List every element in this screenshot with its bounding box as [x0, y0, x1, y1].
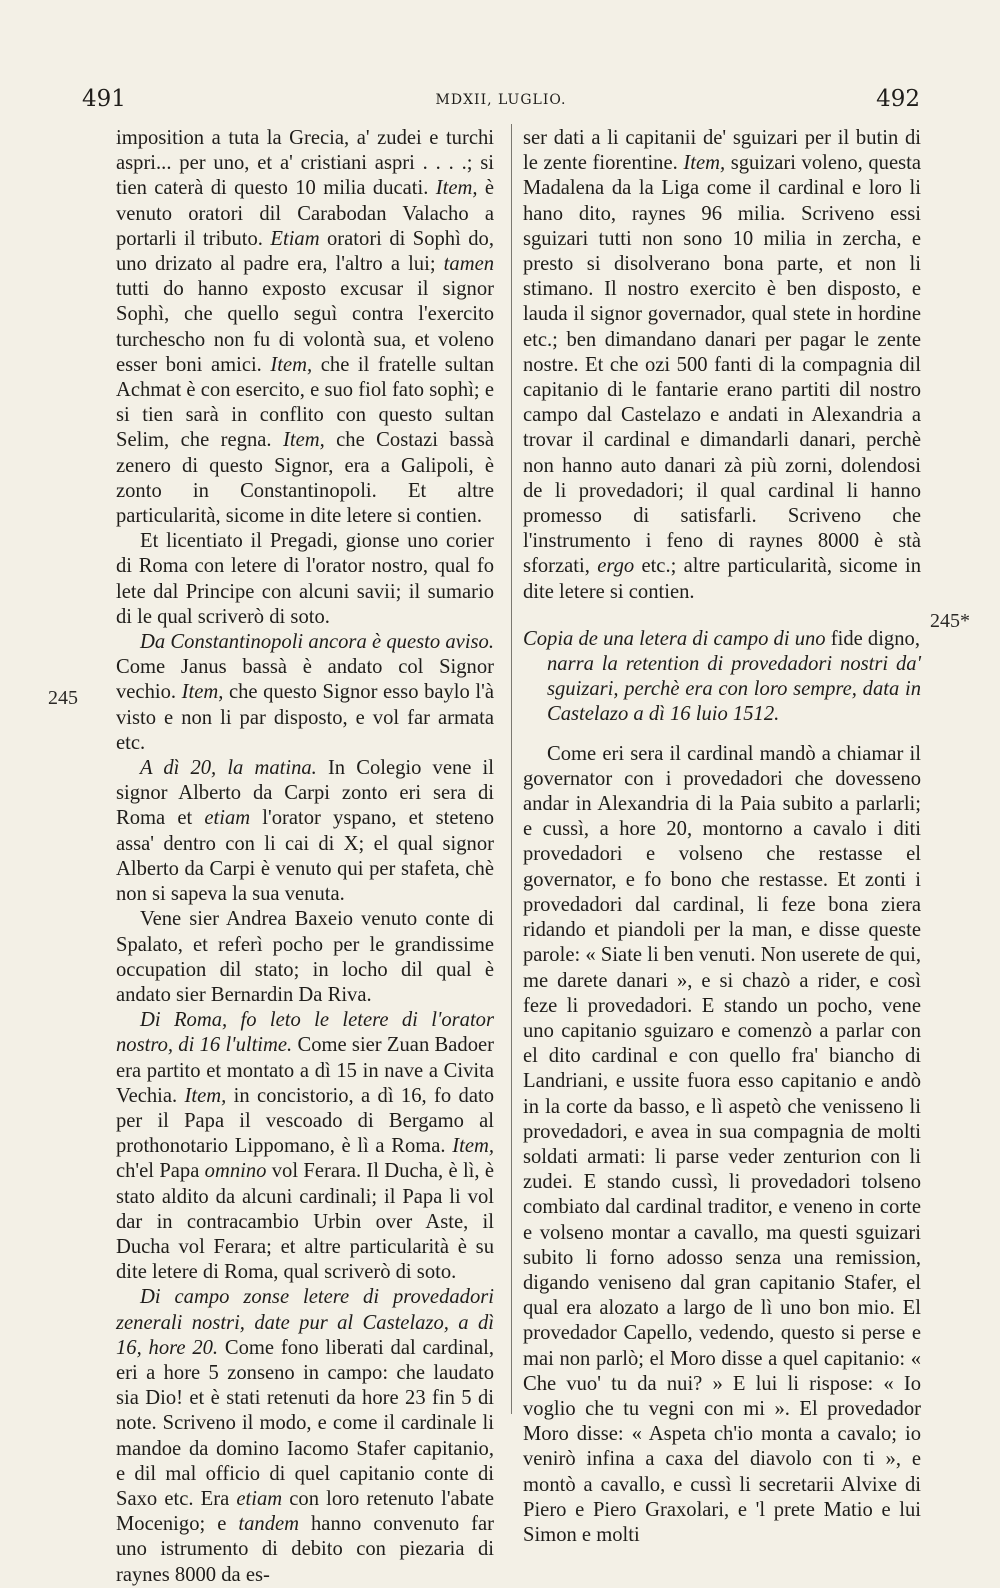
right-column — [523, 126, 921, 1548]
section-heading: Copia de una letera di campo di uno fide digno, narra la retention di provedadori nostri da' sguizari, perchè era con loro sempre, data in Castelazo a dì 16 luio 1512. — [523, 627, 921, 726]
paragraph: Di campo zonse letere di provedadori zenerali nostri, date pur al Castelazo, a dì 16, hore 20. Come fono liberati dal cardinal, eri a hore 5 zonseno in campo: che laudato sia Dio! et è stati retenuti da hore 23 fin 5 di note. Scriveno il modo, e come il cardinale li mandoe da domino Iacomo Stafer capitanio, e dil mal officio di quel capitanio conte di Saxo etc. Era etiam con loro retenuto l'abate Mocenigo; e tandem hanno convenuto far uno istrumento di debito con piezaria di raynes 8000 da es- — [116, 1286, 494, 1586]
paragraph: imposition a tuta la Grecia, a' zudei e turchi aspri... per uno, et a' cristiani aspri . . . .; si tien caterà di questo 10 milia ducati. Item, è venuto oratori dil Carabodan Valacho a portarli il tributo. Etiam oratori di Sophì do, uno drizato al padre era, l'altro a lui; tamen tutti do hanno exposto excusar il signor Sophì, che quello seguì contra l'exercito turchescho non fu di volontà sua, et voleno esser boni amici. Item, che il fratelle sultan Achmat è con esercito, e suo fiol fato sophì; e si tien sarà in conflito con questo sultan Selim, che regna. Item, che Costazi bassà zenero di questo Signor, era a Galipoli, è zonto in Constantinopoli. Et altre particularità, sicome in dite letere si contien. — [116, 127, 495, 528]
margin-number-left: 245 — [48, 687, 78, 709]
page-number-right: 492 — [876, 86, 920, 112]
paragraph: Et licentiato il Pregadi, gionse uno corier di Roma con letere di l'orator nostro, qual fo lete dal Principe con alcuni savii; il sumario di le qual scriverò di soto. — [116, 530, 494, 628]
paragraph: Da Constantinopoli ancora è questo aviso. Come Janus bassà è andato col Signor vechio. Item, che questo Signor esso baylo l'à visto e non li par disposto, e vol far armata etc. — [116, 631, 494, 754]
paragraph: ser dati a li capitanii de' sguizari per il butin di le zente fiorentine. Item, sguizari voleno, questa Madalena da la Liga come il cardinal e loro li hano dito, raynes 96 milia. Scriveno essi sguizari tutti non sono 10 milia in zercha, e presto si disolverano bona parte, et non li stimano. Il nostro exercito è ben disposto, e lauda il signor governador, qual stete in hordine etc.; ben dimandano danari per pagar le zente nostre. Et che ozi 500 fanti di la compagnia dil capitanio di le fantarie erano partiti dil nostro campo dal Castelazo e andati in Alexandria a trovar il cardinal e dimandarli danari, perchè non hanno auto danari zà più zorni, dolendosi de li provedadori; il qual cardinal li hanno promesso di satisfarli. Scriveno che l'instrumento i feno di raynes 8000 è stà sforzati, ergo etc.; altre particularità, sicome in dite letere si contien. — [523, 127, 921, 603]
page-header — [82, 86, 920, 126]
paragraph: Vene sier Andrea Baxeio venuto conte di Spalato, et referì pocho per le grandissime occupation dil stato; in locho dil qual è andato sier Bernardin Da Riva. — [116, 908, 494, 1006]
paragraph: A dì 20, la matina. In Colegio vene il signor Alberto da Carpi zonto eri sera di Roma et etiam l'orator yspano, et steteno assa' dentro con li cai di X; el qual signor Alberto da Carpi è venuto qui per stafeta, chè non si sapeva la sua venuta. — [116, 757, 494, 906]
page-number-left: 491 — [82, 86, 126, 112]
running-head: MDXII, LUGLIO. — [435, 92, 567, 108]
paragraph: Di Roma, fo leto le letere di l'orator nostro, di 16 l'ultime. Come sier Zuan Badoer era partito et montato a dì 15 in nave a Civita Vechia. Item, in concistorio, a dì 16, fo dato per il Papa il vescoado di Bergamo al prothonotario Lippomano, è lì a Roma. Item, ch'el Papa omnino vol Ferara. Il Ducha, è lì, è stato aldito da alcuni cardinali; il Papa li vol dar in contracambio Urbin over Aste, il Ducha vol Ferara; et altre particularità è su dite letere di Roma, qual scriverò di soto. — [116, 1009, 494, 1284]
paragraph: Come eri sera il cardinal mandò a chiamar il governator con i provedadori che dovesseno andar in Alexandria di la Paia subito a parlarli; e cussì, a hore 20, montorno a cavalo i diti provedadori e volseno che restasse el governator, e fo bono che restasse. Et zonti i provedadori dal cardinal, li feze bona ziera ridando et piandoli per la man, e disse queste parole: « Siate li ben venuti. Non userete de qui, me darete danari », e si chazò a rider, e così feze li provedadori. E stando un pocho, vene uno capitanio sguizaro e comenzò a parlar con el dito cardinal e con quello fra' biancho di Landriani, e ussite fuora esso capitanio e andò in la corte da basso, e lì aspetò che venisseno li provedadori, e avea in sua compagnia de molti soldati armati: li parse veder zenturion con li zudei. E stando cussì, li provedadori tolseno combiato dal cardinal traditor, e veneno in corte e volseno montar a cavallo, ma questi sguizari subito li forno adosso senza una remission, digando veniseno dal gran capitanio Stafer, el qual era alozato a largo de lì uno bon mio. El provedador Capello, vedendo, questo si perse e mai non parlò; el Moro disse a quel capitanio: « Che vuo' tu da nui? » E lui li rispose: « Io voglio che tu vegni con mi ». El provedador Moro disse: « Aspeta ch'io monta a cavalo; io venirò infina a caxa del diavolo con ti », e montò a cavallo, e cussì li secretarii Alvixe di Piero e Piero Graxolari, e 'l prete Matio e lui Simon e molti — [523, 742, 921, 1546]
left-column — [116, 126, 494, 1588]
column-divider — [511, 124, 512, 1414]
margin-number-right: 245* — [930, 610, 970, 632]
